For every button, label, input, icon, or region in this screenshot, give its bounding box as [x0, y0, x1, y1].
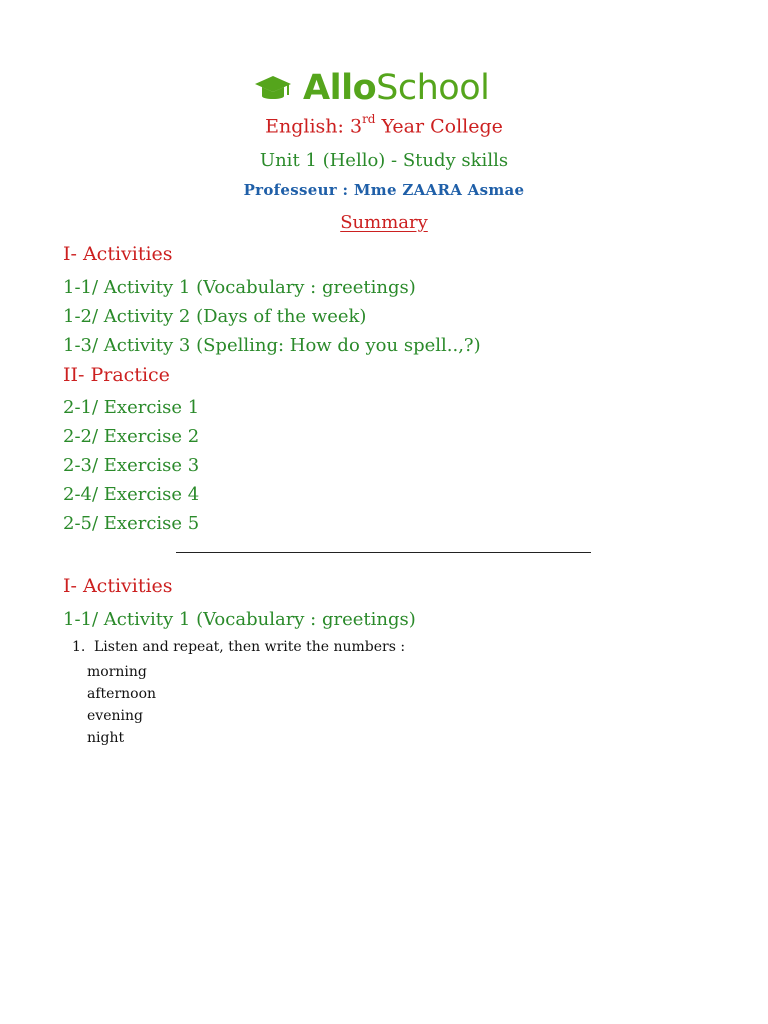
summary-heading-text: Summary	[340, 212, 428, 233]
unit-subtitle: Unit 1 (Hello) - Study skills	[259, 150, 509, 171]
summary-item-exercise-5: 2-5/ Exercise 5	[63, 513, 200, 534]
title-main: English: 3	[265, 115, 363, 138]
graduation-cap-icon	[253, 68, 293, 108]
alloschool-logo[interactable]	[253, 66, 489, 110]
summary-item-exercise-4: 2-4/ Exercise 4	[63, 484, 200, 505]
title-superscript: rd	[362, 112, 376, 126]
question-number: 1.	[72, 639, 86, 655]
activity-1-heading: 1-1/ Activity 1 (Vocabulary : greetings)	[63, 609, 416, 630]
vocab-word-afternoon: afternoon	[87, 686, 157, 702]
vocab-word-evening: evening	[87, 708, 143, 724]
summary-section-practice: II- Practice	[63, 364, 170, 386]
professor-name: Professeur : Mme ZAARA Asmae	[243, 181, 525, 199]
question-text: Listen and repeat, then write the numbers :	[94, 639, 406, 655]
logo-text-bold: Allo	[303, 68, 377, 108]
summary-item-activity-2: 1-2/ Activity 2 (Days of the week)	[63, 306, 367, 327]
vocab-word-morning: morning	[87, 664, 147, 680]
summary-heading	[0, 212, 768, 233]
title-rest: Year College	[375, 115, 503, 138]
logo-text	[303, 66, 489, 110]
document-title	[0, 114, 768, 137]
summary-item-activity-1: 1-1/ Activity 1 (Vocabulary : greetings)	[63, 277, 416, 298]
section-activities-heading: I- Activities	[63, 575, 173, 597]
summary-item-exercise-3: 2-3/ Exercise 3	[63, 455, 200, 476]
summary-item-activity-3: 1-3/ Activity 3 (Spelling: How do you spell..,?)	[63, 335, 481, 356]
logo-text-light: School	[376, 68, 490, 108]
summary-section-activities: I- Activities	[63, 243, 173, 265]
vocab-word-night: night	[87, 730, 125, 746]
question-1	[72, 639, 405, 655]
summary-item-exercise-1: 2-1/ Exercise 1	[63, 397, 200, 418]
summary-item-exercise-2: 2-2/ Exercise 2	[63, 426, 200, 447]
horizontal-divider	[176, 552, 591, 553]
